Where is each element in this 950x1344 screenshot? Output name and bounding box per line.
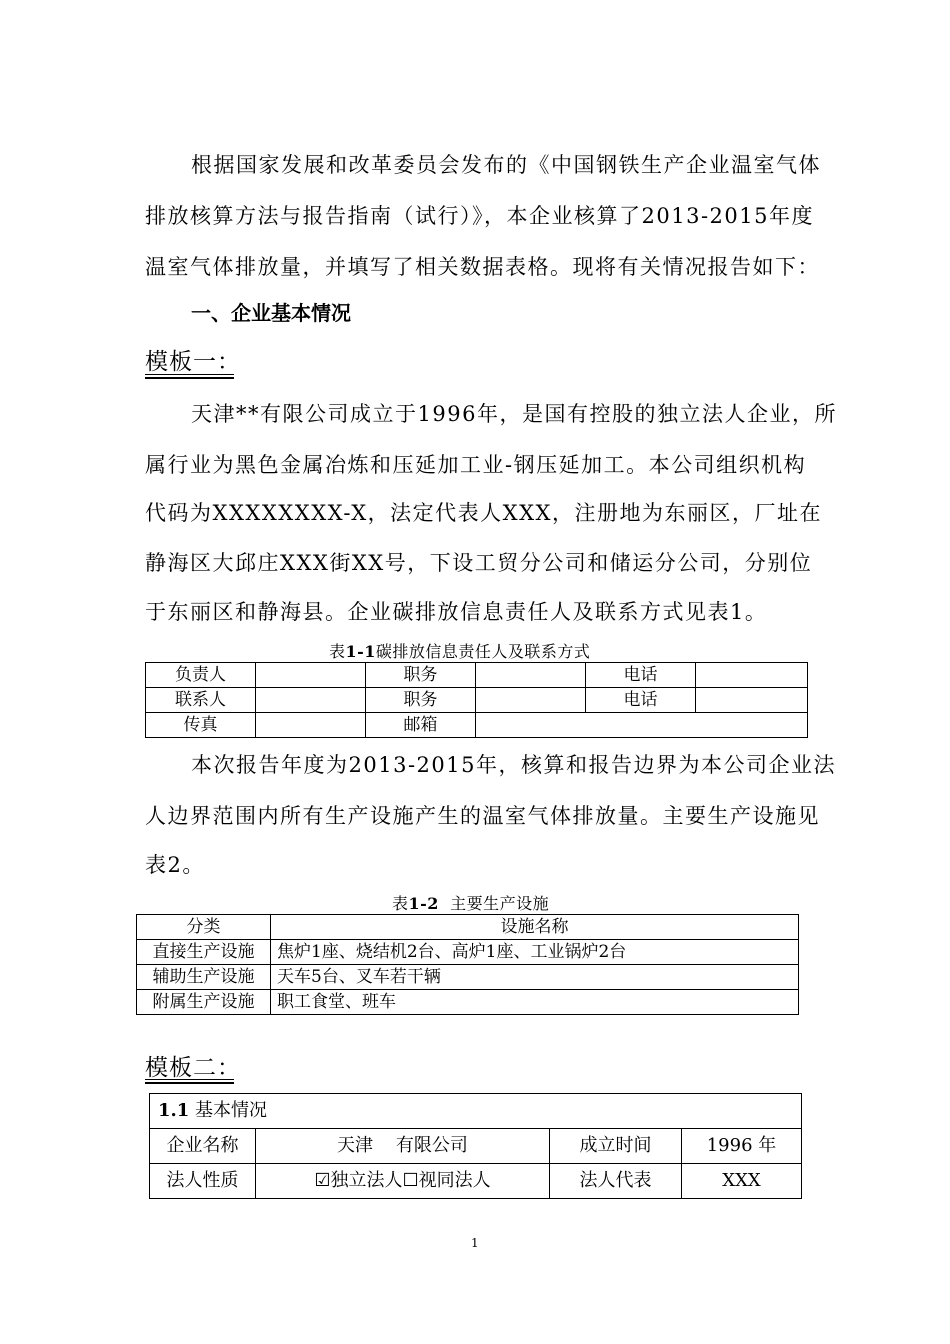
template-two-underline-thick [145,1082,234,1084]
table-cell [476,713,808,738]
page-number: 1 [471,1236,479,1250]
table-cell [256,663,366,688]
table-cell: 法人代表 [550,1164,682,1199]
section-heading: 一、企业基本情况 [191,301,351,325]
table-row [146,663,808,688]
company-desc-line-2: 属行业为黑色金属冶炼和压延加工业-钢压延加工。本公司组织机构 [145,453,807,477]
intro-line-3: 温室气体排放量，并填写了相关数据表格。现将有关情况报告如下： [145,255,820,279]
table1-caption-prefix: 表 [329,642,346,661]
table-header-cell: 设施名称 [271,915,799,940]
table-cell: 职工食堂、班车 [271,990,799,1015]
table-row [150,1164,802,1199]
table-cell [476,688,586,713]
intro-line-2: 排放核算方法与报告指南（试行）》，本企业核算了2013-2015年度 [145,204,814,228]
table2-caption-text: 主要生产设施 [438,894,550,913]
table1-caption [329,639,590,662]
template-one-underline [145,374,234,375]
table-cell: 辅助生产设施 [137,965,271,990]
table-cell [256,713,366,738]
table-cell: 职务 [366,688,476,713]
table2-caption-prefix: 表 [392,894,409,913]
table1-caption-number: 1-1 [345,642,376,661]
company-desc-line-3: 代码为XXXXXXXX-X，法定代表人XXX，注册地为东丽区，厂址在 [145,501,822,525]
contact-table [145,662,808,738]
table-cell: 企业名称 [150,1129,256,1164]
template-two-label: 模板二： [145,1055,241,1081]
company-desc-line-4: 静海区大邱庄XXX街XX号，下设工贸分公司和储运分公司，分别位 [145,551,813,575]
table-row [137,940,799,965]
table-row [150,1129,802,1164]
table-row [146,713,808,738]
table-cell: 天车5台、叉车若干辆 [271,965,799,990]
table-cell: 直接生产设施 [137,940,271,965]
basic-info-table [149,1093,802,1199]
table-cell: 法人性质 [150,1164,256,1199]
table-cell: 附属生产设施 [137,990,271,1015]
table-cell: 电话 [586,688,696,713]
company-desc-line-1: 天津**有限公司成立于1996年，是国有控股的独立法人企业，所 [191,402,837,426]
table3-title-number: 1.1 [158,1100,190,1121]
table-title-cell [150,1094,802,1129]
table-cell: 职务 [366,663,476,688]
table-cell: 传真 [146,713,256,738]
intro-line-1: 根据国家发展和改革委员会发布的《中国钢铁生产企业温室气体 [191,153,821,177]
template-one-underline-thick [145,377,234,379]
table-row [137,965,799,990]
table-cell: 联系人 [146,688,256,713]
table-title-row [150,1094,802,1129]
table-header-row [137,915,799,940]
table-cell: ☑独立法人☐视同法人 [256,1164,550,1199]
table-cell [696,688,808,713]
table1-caption-text: 碳排放信息责任人及联系方式 [375,642,591,661]
table2-caption-number: 1-2 [408,894,439,913]
table-cell [696,663,808,688]
table-row [146,688,808,713]
table-cell: 天津 有限公司 [256,1129,550,1164]
table-header-cell: 分类 [137,915,271,940]
table-cell: 成立时间 [550,1129,682,1164]
table-cell: 焦炉1座、烧结机2台、高炉1座、工业锅炉2台 [271,940,799,965]
report-desc-line-2: 人边界范围内所有生产设施产生的温室气体排放量。主要生产设施见 [145,804,820,828]
table2-caption [392,891,549,914]
report-desc-line-3: 表2。 [145,853,205,877]
table-cell [256,688,366,713]
facilities-table [136,914,799,1015]
table3-title-text: 基本情况 [189,1100,268,1121]
template-two-underline [145,1079,234,1080]
table-cell: 负责人 [146,663,256,688]
table-cell: 邮箱 [366,713,476,738]
table-cell: 电话 [586,663,696,688]
table-cell [476,663,586,688]
report-desc-line-1: 本次报告年度为2013-2015年，核算和报告边界为本公司企业法 [191,753,836,777]
company-desc-line-5: 于东丽区和静海县。企业碳排放信息责任人及联系方式见表1。 [145,600,768,624]
table-cell: XXX [682,1164,802,1199]
template-one-label: 模板一： [145,349,241,375]
table-cell: 1996 年 [682,1129,802,1164]
table-row [137,990,799,1015]
